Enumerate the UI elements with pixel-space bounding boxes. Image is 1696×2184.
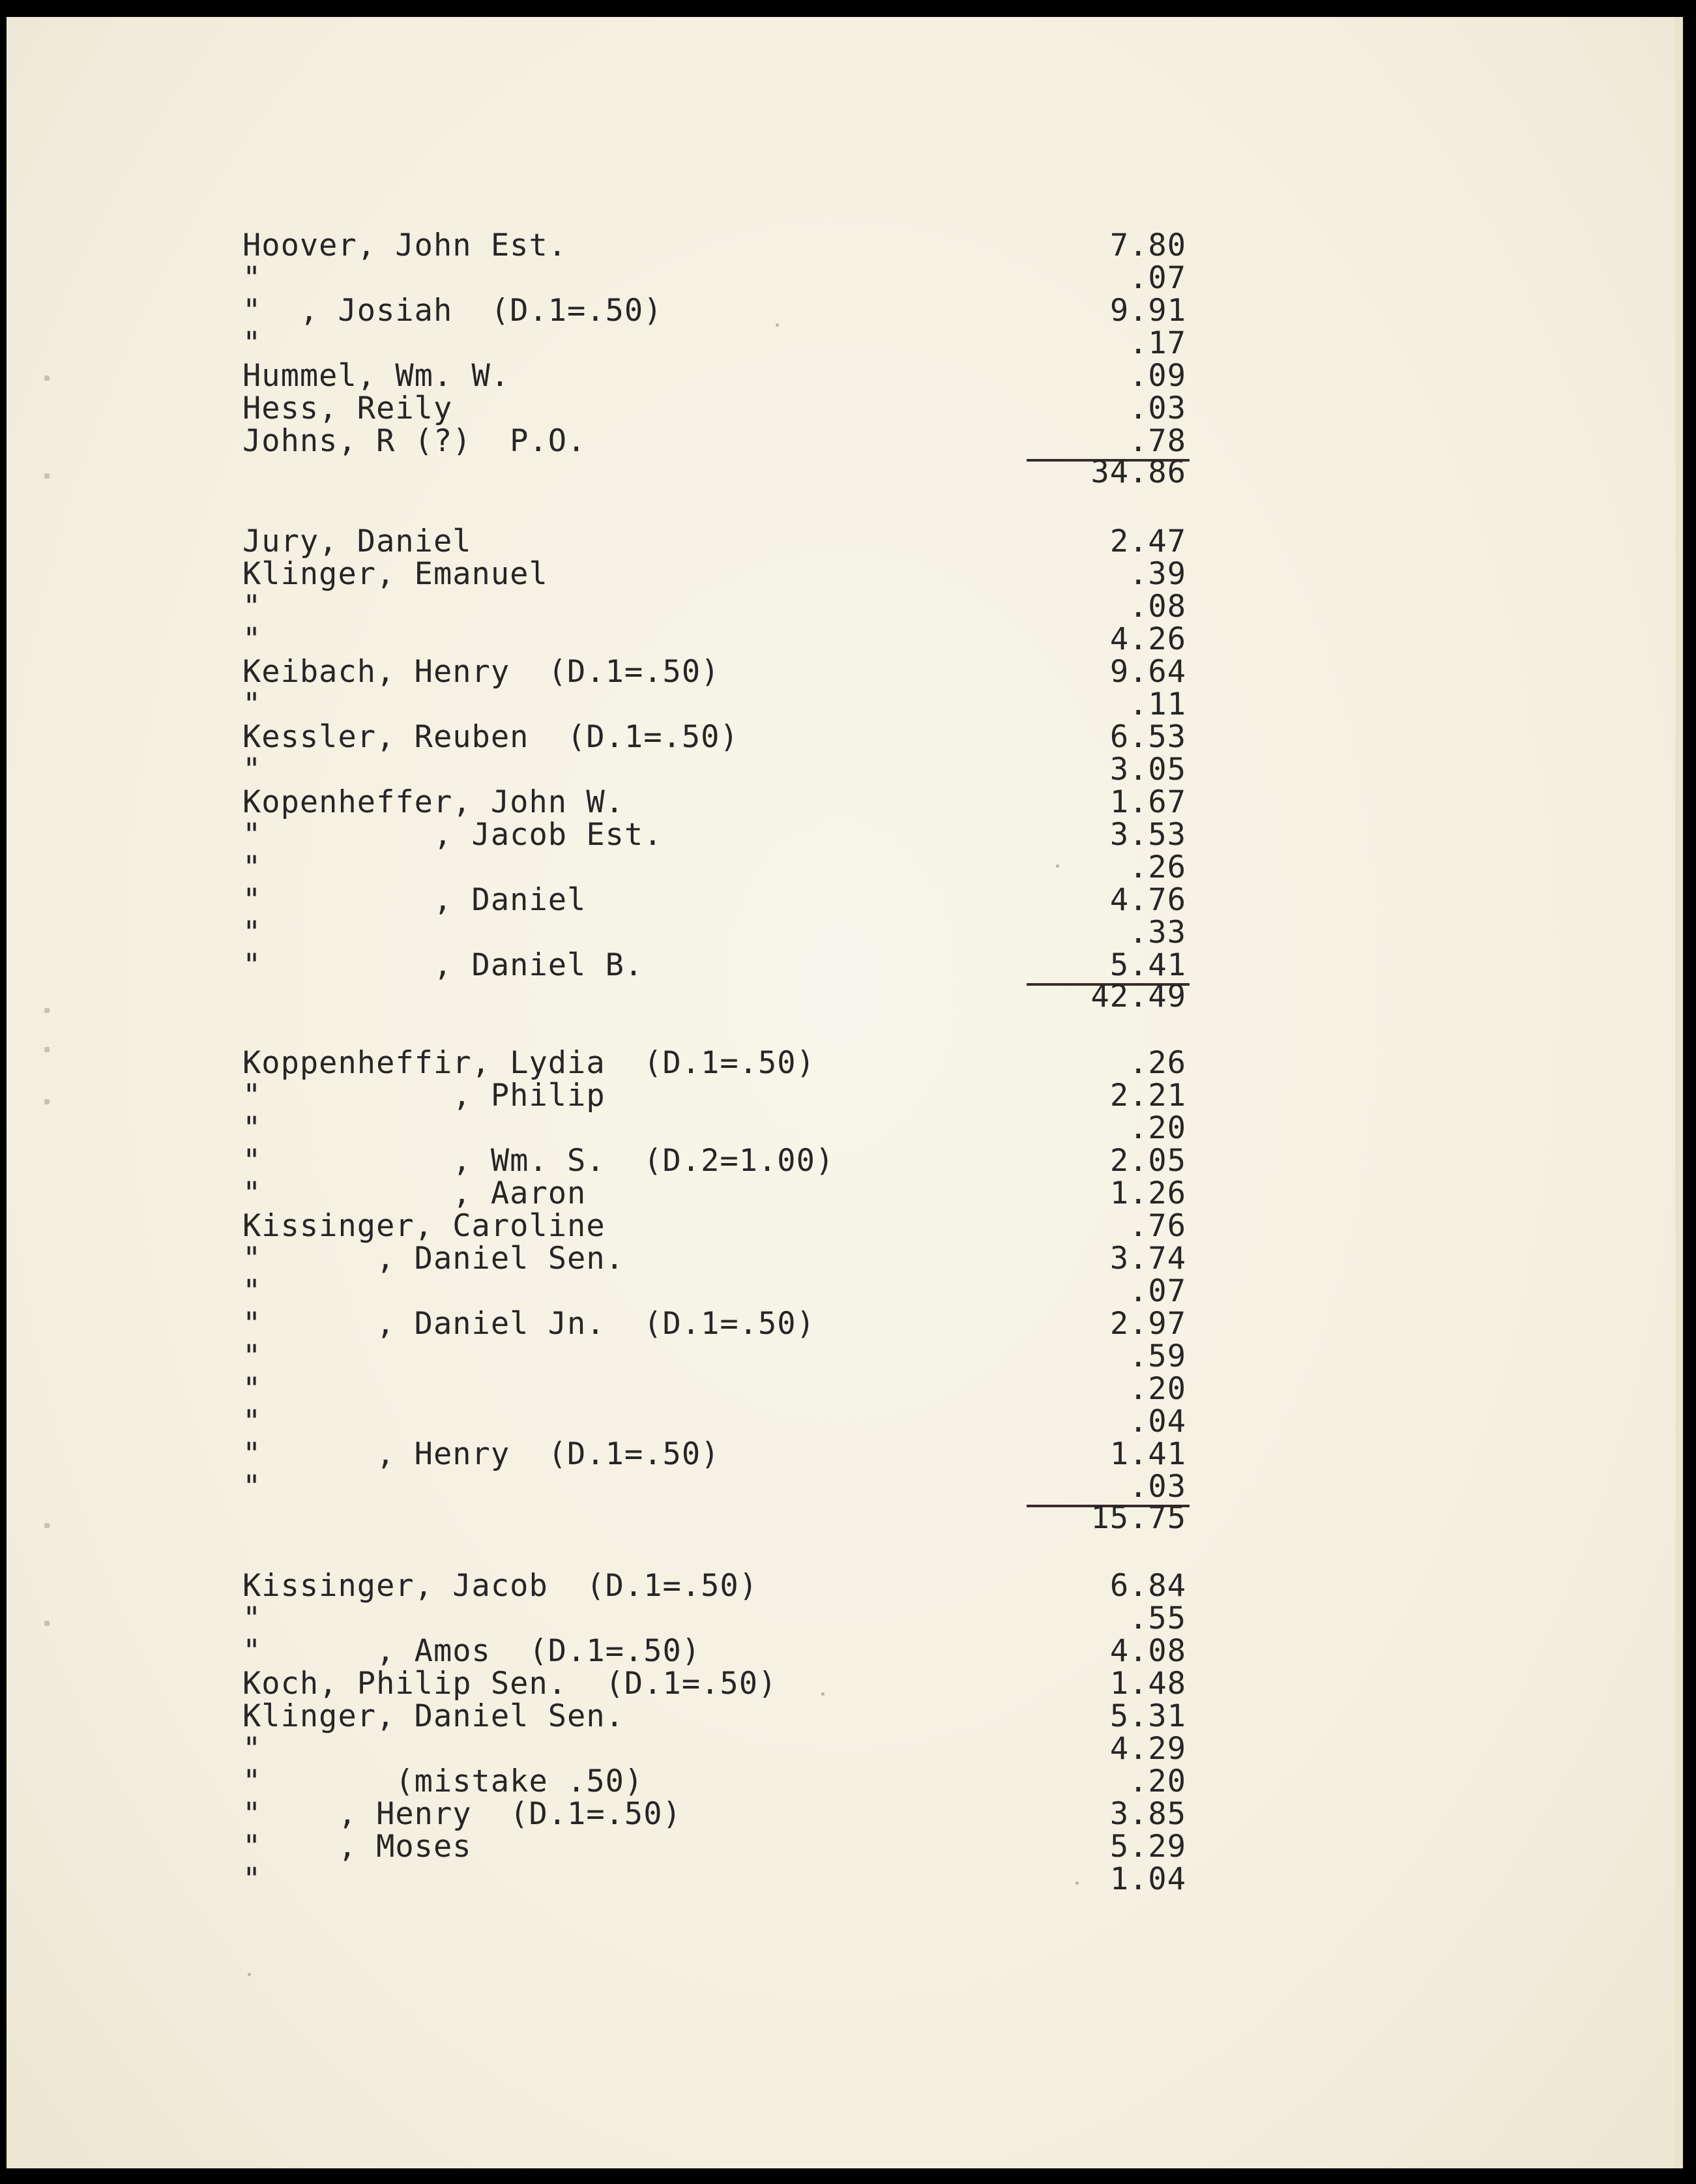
ledger-entry-amount: .33 bbox=[1129, 915, 1186, 951]
ledger-entry-amount: 2.21 bbox=[1109, 1078, 1186, 1114]
ledger-entry-name: " , Daniel Sen. bbox=[242, 1241, 624, 1276]
ledger-entry-amount: 4.08 bbox=[1109, 1633, 1186, 1669]
subtotal-amount: 34.86 bbox=[1090, 454, 1186, 490]
ledger-entry-amount: 7.80 bbox=[1109, 228, 1186, 263]
ledger-entry-name: Kissinger, Jacob (D.1=.50) bbox=[242, 1568, 759, 1604]
ledger-entry-amount: 3.53 bbox=[1109, 817, 1186, 853]
subtotal-amount: 15.75 bbox=[1090, 1500, 1186, 1536]
ledger-entry-amount: 3.05 bbox=[1109, 752, 1186, 788]
ledger-entry-amount: .20 bbox=[1129, 1110, 1186, 1146]
ledger-entry-name: " bbox=[242, 325, 262, 361]
ledger-entry-amount: 5.41 bbox=[1109, 947, 1186, 983]
ledger-entry-name: Koppenheffir, Lydia (D.1=.50) bbox=[242, 1045, 815, 1081]
ledger-entry-name: " bbox=[242, 686, 262, 722]
ledger-entry-name: " , Jacob Est. bbox=[242, 817, 663, 853]
ledger-entry-amount: 2.97 bbox=[1109, 1306, 1186, 1342]
ledger-entry-name: " bbox=[242, 260, 262, 296]
ledger-entry-name: " bbox=[242, 621, 262, 657]
ledger-entry-name: Kopenheffer, John W. bbox=[242, 784, 624, 820]
ledger-entry-name: " , Philip bbox=[242, 1078, 606, 1114]
ledger-entry-name: " (mistake .50) bbox=[242, 1763, 644, 1799]
ledger-entry-name: " bbox=[242, 1338, 262, 1374]
ledger-entry-amount: 5.29 bbox=[1109, 1829, 1186, 1865]
ledger-entry-name: " , Daniel bbox=[242, 882, 587, 918]
ledger-entry-name: " , Josiah (D.1=.50) bbox=[242, 293, 663, 329]
ledger-entry-amount: 9.64 bbox=[1109, 654, 1186, 690]
ledger-entry-name: " bbox=[242, 1273, 262, 1309]
ledger-entry-name: " , Moses bbox=[242, 1829, 472, 1865]
ledger-entry-amount: 3.74 bbox=[1109, 1241, 1186, 1276]
ledger-page bbox=[7, 17, 1683, 2168]
ledger-entry-name: " , Amos (D.1=.50) bbox=[242, 1633, 701, 1669]
ledger-entry-amount: 4.29 bbox=[1109, 1731, 1186, 1767]
ledger-entry-name: Klinger, Emanuel bbox=[242, 556, 548, 592]
ledger-entry-name: " , Henry (D.1=.50) bbox=[242, 1436, 720, 1472]
ledger-entry-name: " bbox=[242, 1110, 262, 1146]
ledger-entry-name: Kessler, Reuben (D.1=.50) bbox=[242, 719, 739, 755]
ledger-entry-amount: .04 bbox=[1129, 1404, 1186, 1439]
ledger-text bbox=[7, 17, 1675, 2168]
ledger-entry-name: " bbox=[242, 1371, 262, 1407]
ledger-entry-amount: 2.47 bbox=[1109, 524, 1186, 559]
ledger-entry-name: Kissinger, Caroline bbox=[242, 1208, 606, 1244]
ledger-entry-amount: .07 bbox=[1129, 260, 1186, 296]
ledger-entry-name: Hoover, John Est. bbox=[242, 228, 568, 263]
ledger-entry-amount: 6.53 bbox=[1109, 719, 1186, 755]
ledger-entry-amount: 1.04 bbox=[1109, 1861, 1186, 1897]
ledger-entry-amount: 1.41 bbox=[1109, 1436, 1186, 1472]
ledger-entry-name: " , Daniel B. bbox=[242, 947, 644, 983]
ledger-entry-amount: .07 bbox=[1129, 1273, 1186, 1309]
ledger-entry-amount: .11 bbox=[1129, 686, 1186, 722]
ledger-entry-amount: .17 bbox=[1129, 325, 1186, 361]
ledger-entry-amount: 5.31 bbox=[1109, 1698, 1186, 1734]
ledger-entry-amount: .09 bbox=[1129, 358, 1186, 394]
subtotal-amount: 42.49 bbox=[1090, 979, 1186, 1014]
ledger-entry-amount: .76 bbox=[1129, 1208, 1186, 1244]
ledger-entry-name: " bbox=[242, 1601, 262, 1636]
ledger-entry-name: " bbox=[242, 1469, 262, 1505]
ledger-entry-amount: .78 bbox=[1129, 423, 1186, 459]
ledger-entry-amount: 1.26 bbox=[1109, 1175, 1186, 1211]
ledger-entry-name: Keibach, Henry (D.1=.50) bbox=[242, 654, 720, 690]
ledger-entry-name: " , Wm. S. (D.2=1.00) bbox=[242, 1143, 835, 1179]
ledger-entry-amount: .26 bbox=[1129, 849, 1186, 885]
ledger-entry-name: " bbox=[242, 752, 262, 788]
ledger-entry-amount: .08 bbox=[1129, 589, 1186, 625]
ledger-entry-name: Jury, Daniel bbox=[242, 524, 472, 559]
ledger-entry-amount: .20 bbox=[1129, 1371, 1186, 1407]
ledger-entry-name: Klinger, Daniel Sen. bbox=[242, 1698, 624, 1734]
ledger-entry-amount: 1.48 bbox=[1109, 1666, 1186, 1702]
ledger-entry-amount: .03 bbox=[1129, 391, 1186, 426]
ledger-entry-name: " bbox=[242, 849, 262, 885]
ledger-entry-amount: 3.85 bbox=[1109, 1796, 1186, 1832]
ledger-entry-amount: 1.67 bbox=[1109, 784, 1186, 820]
ledger-entry-amount: .55 bbox=[1129, 1601, 1186, 1636]
ledger-entry-amount: 4.26 bbox=[1109, 621, 1186, 657]
ledger-entry-name: Hess, Reily bbox=[242, 391, 453, 426]
ledger-entry-name: " , Henry (D.1=.50) bbox=[242, 1796, 682, 1832]
ledger-entry-name: Hummel, Wm. W. bbox=[242, 358, 510, 394]
ledger-entry-name: " bbox=[242, 915, 262, 951]
ledger-entry-amount: .20 bbox=[1129, 1763, 1186, 1799]
ledger-entry-name: " , Aaron bbox=[242, 1175, 587, 1211]
ledger-entry-amount: 2.05 bbox=[1109, 1143, 1186, 1179]
ledger-entry-name: " , Daniel Jn. (D.1=.50) bbox=[242, 1306, 815, 1342]
ledger-entry-amount: 9.91 bbox=[1109, 293, 1186, 329]
ledger-entry-name: " bbox=[242, 1731, 262, 1767]
ledger-entry-amount: 6.84 bbox=[1109, 1568, 1186, 1604]
ledger-entry-name: Koch, Philip Sen. (D.1=.50) bbox=[242, 1666, 778, 1702]
ledger-entry-amount: .39 bbox=[1129, 556, 1186, 592]
ledger-entry-amount: .26 bbox=[1129, 1045, 1186, 1081]
ledger-entry-amount: 4.76 bbox=[1109, 882, 1186, 918]
ledger-entry-name: Johns, R (?) P.O. bbox=[242, 423, 587, 459]
ledger-entry-name: " bbox=[242, 589, 262, 625]
ledger-entry-name: " bbox=[242, 1404, 262, 1439]
ledger-entry-name: " bbox=[242, 1861, 262, 1897]
ledger-entry-amount: .59 bbox=[1129, 1338, 1186, 1374]
ledger-entry-amount: .03 bbox=[1129, 1469, 1186, 1505]
